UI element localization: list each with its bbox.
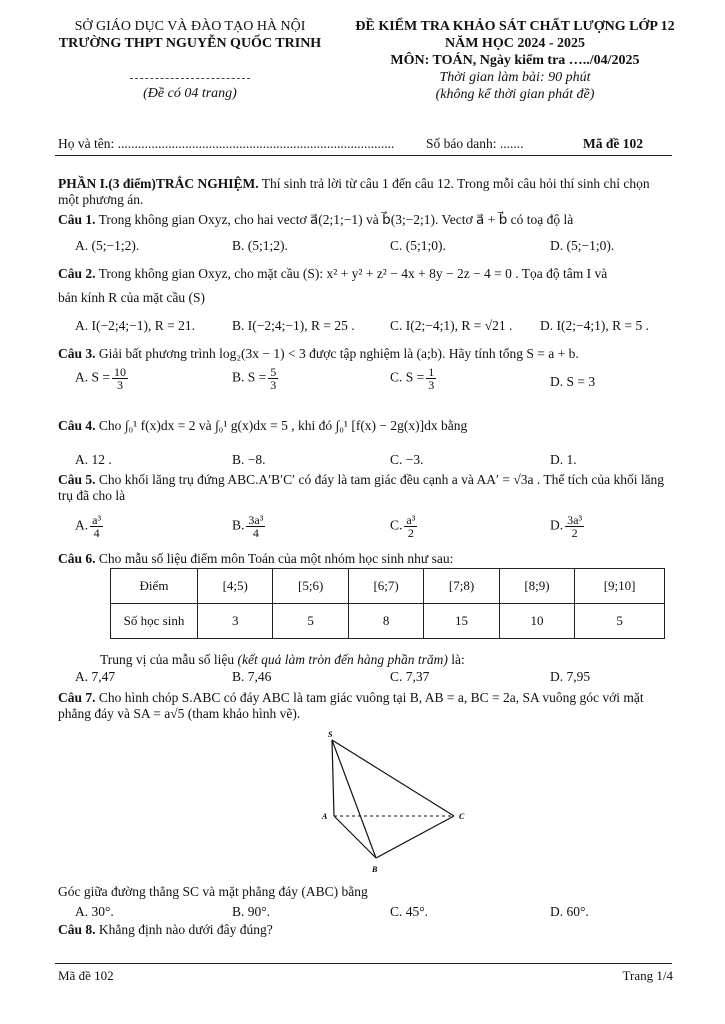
q7-label: Câu 7. [58,690,96,705]
denominator: 2 [571,526,578,540]
score-table [110,568,665,639]
numerator: 3a³ [248,513,264,527]
q6-question-text: Trung vị của mẫu số liệu [100,652,235,667]
header-left [40,18,340,102]
table-cell: 10 [499,604,574,639]
denominator: 2 [407,526,414,540]
table-cell: [7;8) [424,569,499,604]
q1-option-b[interactable]: B. (5;1;2). [232,238,288,253]
footer-page-number: Trang 1/4 [622,968,673,983]
question-1 [58,212,573,228]
table-row-counts [111,604,665,639]
numerator: 10 [114,365,126,379]
q8-label: Câu 8. [58,922,96,937]
part1-intro [58,176,673,208]
table-cell: 5 [575,604,665,639]
q3-c-prefix: C. S = [390,369,425,385]
q7-option-a[interactable]: A. 30°. [75,904,114,919]
denominator: 3 [428,378,435,392]
q3-option-a[interactable] [75,366,130,391]
q5-b-fraction [246,514,265,539]
subject-line: MÔN: TOÁN, Ngày kiểm tra …../04/2025 [390,53,640,68]
edge-bc [376,816,454,858]
q5-a-fraction [90,514,103,539]
time-limit: Thời gian làm bài: 90 phút [439,70,591,85]
q6-question-end: là: [447,652,465,667]
pages-note: (Đề có 04 trang) [143,86,237,101]
q7-text: Cho hình chóp S.ABC có đáy ABC là tam giác vuông tại B, AB = a, BC = 2a, SA vuông góc với mặt phẳng đáy và SA = a√5 (tham khảo hình vẽ). [58,690,644,721]
q5-option-a[interactable] [75,514,105,539]
numerator: a³ [406,513,416,527]
footer-rule [55,963,672,964]
question-5 [58,472,673,504]
question-4 [58,418,467,434]
denominator: 3 [270,378,277,392]
table-cell: 8 [348,604,423,639]
q3-b-fraction [268,366,278,391]
question-8 [58,922,273,938]
q1-label: Câu 1. [58,212,96,227]
table-cell: [4;5) [198,569,273,604]
q7-question: Góc giữa đường thẳng SC và mặt phẳng đáy (ABC) bằng [58,884,368,899]
q7-option-d[interactable]: D. 60°. [550,904,589,919]
table-head-score: Điểm [111,569,198,604]
q4-text: Cho ∫₀¹ f(x)dx = 2 và ∫₀¹ g(x)dx = 5 , khi đó ∫₀¹ [f(x) − 2g(x)]dx bằng [95,418,468,433]
q3-b-prefix: B. S = [232,369,267,385]
q5-option-b[interactable] [232,514,267,539]
numerator: a³ [92,513,102,527]
q4-option-c[interactable]: C. −3. [390,452,424,467]
q6-option-d[interactable]: D. 7,95 [550,669,591,684]
q5-text: Cho khối lăng trụ đứng ABC.A′B′C′ có đáy là tam giác đều cạnh a và AA′ = √3a . Thể tích của khối lăng trụ đã cho là [58,472,665,503]
q2-option-d[interactable]: D. I(2;−4;1), R = 5 . [540,318,649,333]
denominator: 3 [117,378,123,392]
vertex-a-label: A [322,812,328,821]
edge-sc [332,740,454,816]
q2-text: Trong không gian Oxyz, cho mặt cầu (S): x² + y² + z² − 4x + 8y − 2z − 4 = 0 . Tọa độ tâm I và [95,266,608,281]
edge-sa [332,740,334,816]
q3-option-b[interactable] [232,366,280,391]
footer [58,968,673,984]
q5-option-d[interactable] [550,514,586,539]
q2-option-b[interactable]: B. I(−2;4;−1), R = 25 . [232,318,355,333]
q4-option-b[interactable]: B. −8. [232,452,266,467]
q3-option-d[interactable]: D. S = 3 [550,374,596,389]
table-cell: 15 [424,604,499,639]
q6-option-c[interactable]: C. 7,37 [390,669,430,684]
vertex-s-label: S [328,730,333,739]
table-cell: [8;9) [499,569,574,604]
footer-exam-code: Mã đề 102 [58,968,114,983]
q1-text: Trong không gian Oxyz, cho hai vectơ a⃗(2;1;−1) và b⃗(3;−2;1). Vectơ a⃗ + b⃗ có toạ độ là [95,212,574,227]
q6-question [100,652,465,668]
pyramid-figure [300,728,500,878]
denominator: 4 [93,526,100,540]
department-name: SỞ GIÁO DỤC VÀ ĐÀO TẠO HÀ NỘI [74,19,306,34]
q3-option-c[interactable] [390,366,438,391]
q4-option-d[interactable]: D. 1. [550,452,577,467]
header-right [330,18,700,103]
q4-option-a[interactable]: A. 12 . [75,452,112,467]
part1-instructions: Thí sinh trả lời từ câu 1 đến câu 12. Trong mỗi câu hỏi thí sinh chỉ chọn một phương án. [58,176,650,207]
edge-ab [334,816,376,858]
denominator: 4 [252,526,259,540]
question-6 [58,551,453,567]
table-cell: [6;7) [348,569,423,604]
q6-option-a[interactable]: A. 7,47 [75,669,116,684]
q3-a-fraction [112,366,128,391]
q2-label: Câu 2. [58,266,96,281]
q5-option-c[interactable] [390,514,419,539]
table-row-intervals [111,569,665,604]
q6-label: Câu 6. [58,551,96,566]
table-cell: 5 [273,604,348,639]
student-info-line [58,136,673,152]
q3-text: Giải bất phương trình log₂(3x − 1) < 3 được tập nghiệm là (a;b). Hãy tính tổng S = a + b. [95,346,579,361]
question-2 [58,266,607,282]
q3-label: Câu 3. [58,346,96,361]
q7-option-c[interactable]: C. 45°. [390,904,429,919]
edge-sb [332,740,376,858]
q1-option-a[interactable]: A. (5;−1;2). [75,238,140,253]
name-field[interactable]: Họ và tên: .................................................................................. [58,136,395,151]
exam-code: Mã đề 102 [583,136,643,151]
question-7 [58,690,673,722]
vertex-b-label: B [372,865,378,874]
q5-label: Câu 5. [58,472,96,487]
q6-rounding-note: (kết quả làm tròn đến hàng phần trăm) [234,652,448,667]
numerator: 1 [428,365,435,379]
time-note: (không kể thời gian phát đề) [435,87,595,102]
q2-text-2: bán kính R của mặt cầu (S) [58,290,205,305]
q1-option-d[interactable]: D. (5;−1;0). [550,238,615,253]
school-year: NĂM HỌC 2024 - 2025 [445,36,585,51]
q6-text: Cho mẫu số liệu điểm môn Toán của một nhóm học sinh như sau: [95,551,454,566]
q1-option-c[interactable]: C. (5;1;0). [390,238,446,253]
table-head-students: Số học sinh [111,604,198,639]
numerator: 5 [270,365,277,379]
vertex-c-label: C [459,812,465,821]
q4-label: Câu 4. [58,418,96,433]
q3-c-fraction [426,366,436,391]
part1-title: PHẦN I.(3 điểm)TRẮC NGHIỆM. [58,176,259,191]
table-cell: [5;6) [273,569,348,604]
divider [130,78,250,79]
numerator: 3a³ [567,513,583,527]
exam-title: ĐỀ KIỂM TRA KHẢO SÁT CHẤT LƯỢNG LỚP 12 [355,19,675,34]
q7-option-b[interactable]: B. 90°. [232,904,271,919]
q5-c-fraction [404,514,417,539]
q8-text: Khẳng định nào dưới đây đúng? [95,922,273,937]
q2-option-c[interactable]: C. I(2;−4;1), R = √21 . [390,318,513,333]
q5-b-prefix: B. [232,517,245,533]
table-cell: [9;10] [575,569,665,604]
sbd-field[interactable]: Số báo danh: ....... [426,136,524,151]
q5-d-fraction [565,514,584,539]
q5-d-prefix: D. [550,517,564,533]
header-rule [55,155,672,156]
q5-c-prefix: C. [390,517,403,533]
q3-a-prefix: A. S = [75,369,110,385]
q6-option-b[interactable]: B. 7,46 [232,669,272,684]
table-cell: 3 [198,604,273,639]
question-3 [58,346,579,362]
q2-option-a[interactable]: A. I(−2;4;−1), R = 21. [75,318,195,333]
school-name: TRƯỜNG THPT NGUYỄN QUỐC TRINH [58,36,322,51]
q5-a-prefix: A. [75,517,89,533]
